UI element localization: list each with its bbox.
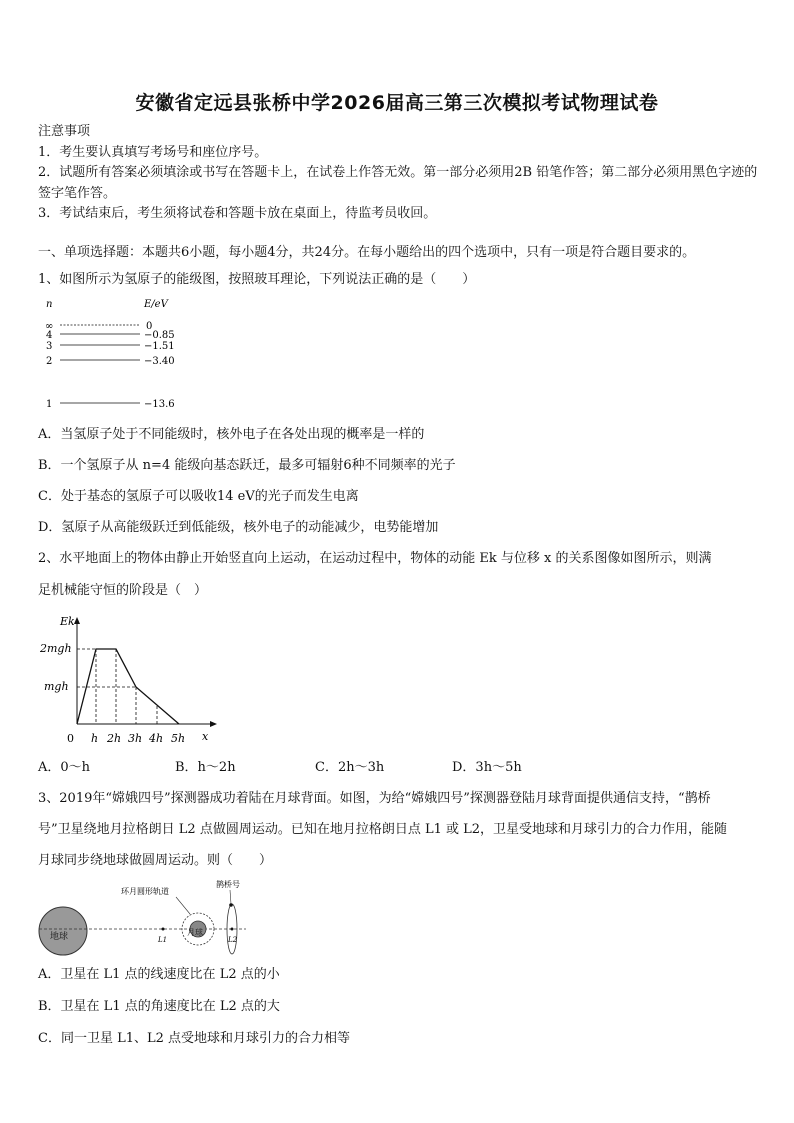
q1-option-d: D．氢原子从高能级跃迁到低能级，核外电子的动能减少，电势能增加: [38, 520, 439, 535]
y-tick-2mgh: 2mgh: [40, 642, 72, 655]
q3-stem-line3: 月球同步绕地球做圆周运动。则（ ）: [38, 853, 273, 868]
earth-moon-diagram: [36, 876, 256, 956]
q3-stem-line2: 号”卫星绕地月拉格朗日 L2 点做圆周运动。已知在地月拉格朗日点 L1 或 L2，卫星受地球和月球引力的合力作用，能随: [38, 822, 728, 837]
q3-option-b: B．卫星在 L1 点的角速度比在 L2 点的大: [38, 999, 280, 1014]
x-axis-arrow: [210, 721, 217, 727]
level-n: 3: [46, 341, 53, 352]
q1-option-c: C．处于基态的氢原子可以吸收14 eV的光子而发生电离: [38, 489, 359, 504]
q1-option-b: B．一个氢原子从 n=4 能级向基态跃迁，最多可辐射6种不同频率的光子: [38, 458, 456, 473]
q2-stem-line2: 足机械能守恒的阶段是（ ）: [38, 583, 208, 598]
l1-point: [162, 928, 165, 931]
x-tick: 2h: [107, 732, 122, 745]
l2-point: [231, 928, 234, 931]
n-axis-label: n: [46, 299, 53, 310]
q1-option-a: A．当氢原子处于不同能级时，核外电子在各处出现的概率是一样的: [38, 427, 425, 442]
q3-option-c: C．同一卫星 L1、L2 点受地球和月球引力的合力相等: [38, 1031, 351, 1046]
level-e: −1.51: [144, 341, 175, 352]
x-tick: 5h: [171, 732, 186, 745]
earth-label: 地球: [50, 932, 69, 942]
x-tick: 4h: [149, 732, 164, 745]
notes-block: [38, 122, 758, 225]
ek-curve: [77, 649, 179, 724]
x-tick: h: [91, 732, 99, 745]
section-heading: 一、单项选择题：本题共6小题，每小题4分，共24分。在每小题给出的四个选项中，只有一项是符合题目要求的。: [38, 245, 696, 260]
q2-option-a: A．0～h: [38, 760, 91, 775]
q2-option-c: C．2h～3h: [315, 760, 385, 775]
q3-option-a: A．卫星在 L1 点的线速度比在 L2 点的小: [38, 967, 280, 982]
level-e: −3.40: [144, 356, 175, 367]
page-title: 安徽省定远县张桥中学2026届高三第三次模拟考试物理试卷: [135, 92, 659, 114]
origin-label: 0: [67, 732, 74, 745]
q3-stem-line1: 3、2019年“嫦娥四号”探测器成功着陆在月球背面。如图，为给“嫦娥四号”探测器登陆月球背面提供通信支持，“鹊桥: [38, 791, 711, 806]
level-e: −0.85: [144, 330, 175, 341]
notes-item: 3．考试结束后，考生须将试卷和答题卡放在桌面上，待监考员收回。: [38, 206, 437, 221]
y-axis-label: Ek: [60, 615, 75, 628]
q2-option-b: B．h～2h: [175, 760, 236, 775]
l1-label: L1: [158, 936, 168, 944]
level-e: −13.6: [144, 399, 175, 410]
level-n: 2: [46, 356, 53, 367]
y-tick-mgh: mgh: [44, 680, 69, 693]
level-n: 4: [46, 330, 53, 341]
level-n: ∞: [45, 321, 54, 332]
level-e: 0: [146, 321, 153, 332]
moon-label: 月球: [187, 928, 203, 937]
ek-x-chart: [36, 610, 226, 750]
notes-heading: 注意事项: [38, 124, 91, 139]
orbit-label: 环月圆形轨道: [121, 887, 169, 896]
q2-option-d: D．3h～5h: [452, 760, 522, 775]
relay-label: 鹊桥号: [216, 880, 240, 889]
x-tick: 3h: [128, 732, 143, 745]
relay-satellite-icon: [229, 903, 233, 907]
orbit-pointer: [176, 897, 190, 914]
q2-stem-line1: 2、水平地面上的物体由静止开始竖直向上运动，在运动过程中，物体的动能 Ek 与位移 x 的关系图像如图所示，则满: [38, 551, 712, 566]
earth-icon: [39, 907, 87, 955]
notes-item: 1．考生要认真填写考场号和座位序号。: [38, 144, 268, 160]
level-n: 1: [46, 399, 53, 410]
e-axis-label: E/eV: [144, 299, 168, 310]
notes-item: 2．试题所有答案必须填涂或书写在答题卡上，在试卷上作答无效。第一部分必须用2B 铅笔作答；第二部分必须用黑色字迹的签字笔作答。: [38, 165, 758, 201]
energy-level-diagram: [38, 295, 218, 415]
y-axis-arrow: [74, 617, 80, 624]
l2-label: L2: [228, 936, 238, 944]
q1-stem: 1、如图所示为氢原子的能级图，按照玻耳理论，下列说法正确的是（ ）: [38, 272, 476, 287]
relay-pointer: [230, 890, 231, 904]
x-axis-label: x: [202, 730, 209, 743]
